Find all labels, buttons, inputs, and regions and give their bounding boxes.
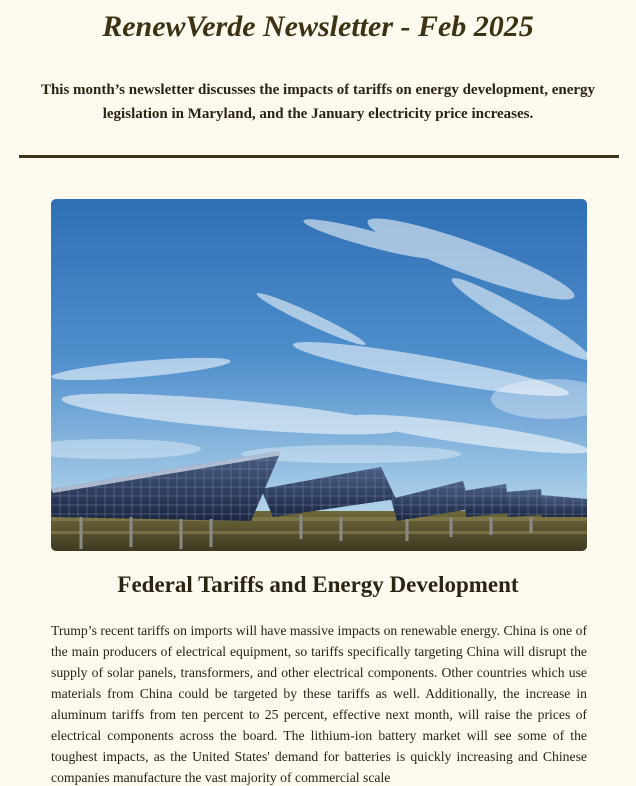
- newsletter-title: RenewVerde Newsletter - Feb 2025: [102, 10, 534, 43]
- solar-panels-image: [51, 199, 587, 551]
- section-divider: [19, 155, 619, 158]
- newsletter-summary: This month’s newsletter discusses the impacts of tariffs on energy development, energy legislation in Maryland, and the January electricity price increases.: [40, 82, 596, 122]
- section-heading: Federal Tariffs and Energy Development: [117, 572, 519, 597]
- article-body: Trump’s recent tariffs on imports will have massive impacts on renewable energy. China is one of the main producers of electrical equipment, so tariffs specifically targeting China will disrupt the supply of solar panels, transformers, and other electrical components. Other countries which use materials from China could be targeted by these tariffs as well. Additionally, the increase in aluminum tariffs from ten percent to 25 percent, effective next month, will raise the prices of electrical components across the board. The lithium-ion battery market will see some of the toughest impacts, as the United States' demand for batteries is quickly increasing and Chinese companies manufacture the vast majority of commercial scale: [51, 623, 587, 785]
